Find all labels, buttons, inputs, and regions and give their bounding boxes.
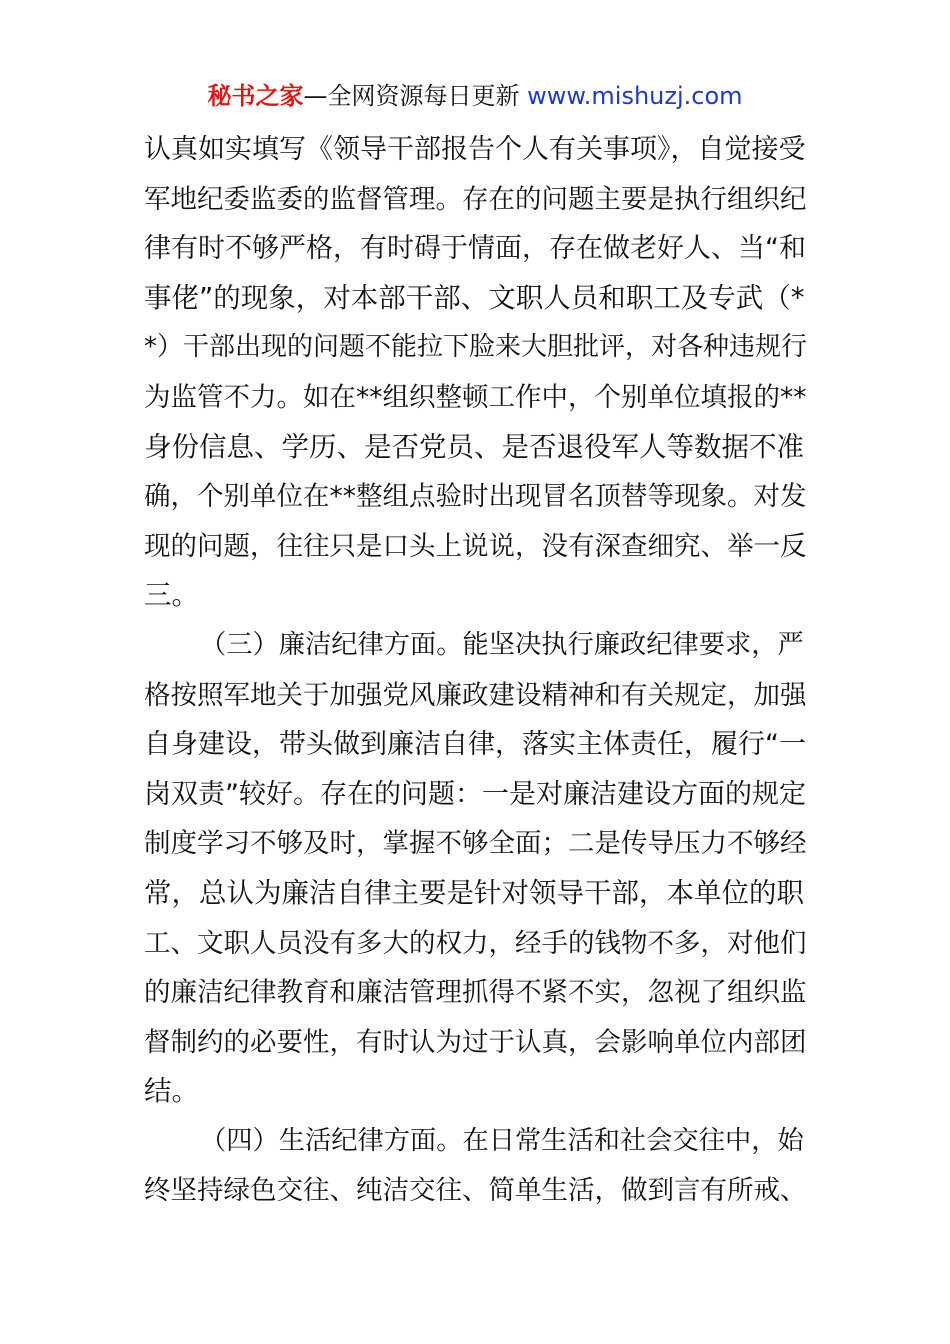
text-line: 制度学习不够及时，掌握不够全面；二是传导压力不够经 <box>144 828 807 860</box>
text-line: *）干部出现的问题不能拉下脸来大胆批评，对各种违规行 <box>144 332 808 363</box>
document-body <box>144 125 808 1216</box>
text-line: 格按照军地关于加强党风廉政建设精神和有关规定，加强 <box>144 679 807 711</box>
text-line: 律有时不够严格，有时碍于情面，存在做老好人、当“和 <box>144 233 806 265</box>
site-url-link[interactable]: www.mishuzj.com <box>527 82 743 110</box>
text-line: 结。 <box>144 1075 199 1108</box>
header-tagline: —全网资源每日更新 <box>303 82 528 110</box>
text-line: 军地纪委监委的监督管理。存在的问题主要是执行组织纪 <box>144 183 807 215</box>
text-line: 岗双责”较好。存在的问题：一是对廉洁建设方面的规定 <box>144 778 806 810</box>
text-line: 的廉洁纪律教育和廉洁管理抓得不紧不实，忽视了组织监 <box>144 977 807 1009</box>
text-line: 为监管不力。如在**组织整顿工作中，个别单位填报的** <box>144 381 807 413</box>
text-line: 常，总认为廉洁自律主要是针对领导干部，本单位的职 <box>144 876 804 909</box>
text-line: 工、文职人员没有多大的权力，经手的钱物不多，对他们 <box>144 927 807 959</box>
text-line: 身份信息、学历、是否党员、是否退役军人等数据不准 <box>144 430 804 463</box>
text-line: 三。 <box>144 579 199 612</box>
section-heading-line: （四）生活纪律方面。在日常生活和社会交往中，始 <box>200 1125 804 1156</box>
text-line: 督制约的必要性，有时认为过于认真，会影响单位内部团 <box>144 1026 807 1058</box>
section-heading-line: （三）廉洁纪律方面。能坚决执行廉政纪律要求，严 <box>200 629 804 660</box>
brand-name: 秘书之家 <box>207 82 304 110</box>
text-line: 终坚持绿色交往、纯洁交往、简单生活，做到言有所戒、 <box>144 1175 807 1207</box>
text-line: 确，个别单位在**整组点验时出现冒名顶替等现象。对发 <box>144 481 807 513</box>
text-line: 事佬”的现象，对本部干部、文职人员和职工及专武（* <box>144 281 805 314</box>
text-line: 现的问题，往往只是口头上说说，没有深查细究、举一反 <box>144 530 807 562</box>
text-line: 认真如实填写《领导干部报告个人有关事项》，自觉接受 <box>144 134 806 165</box>
page-header <box>0 78 950 114</box>
text-line: 自身建设，带头做到廉洁自律，落实主体责任，履行“一 <box>144 729 806 761</box>
